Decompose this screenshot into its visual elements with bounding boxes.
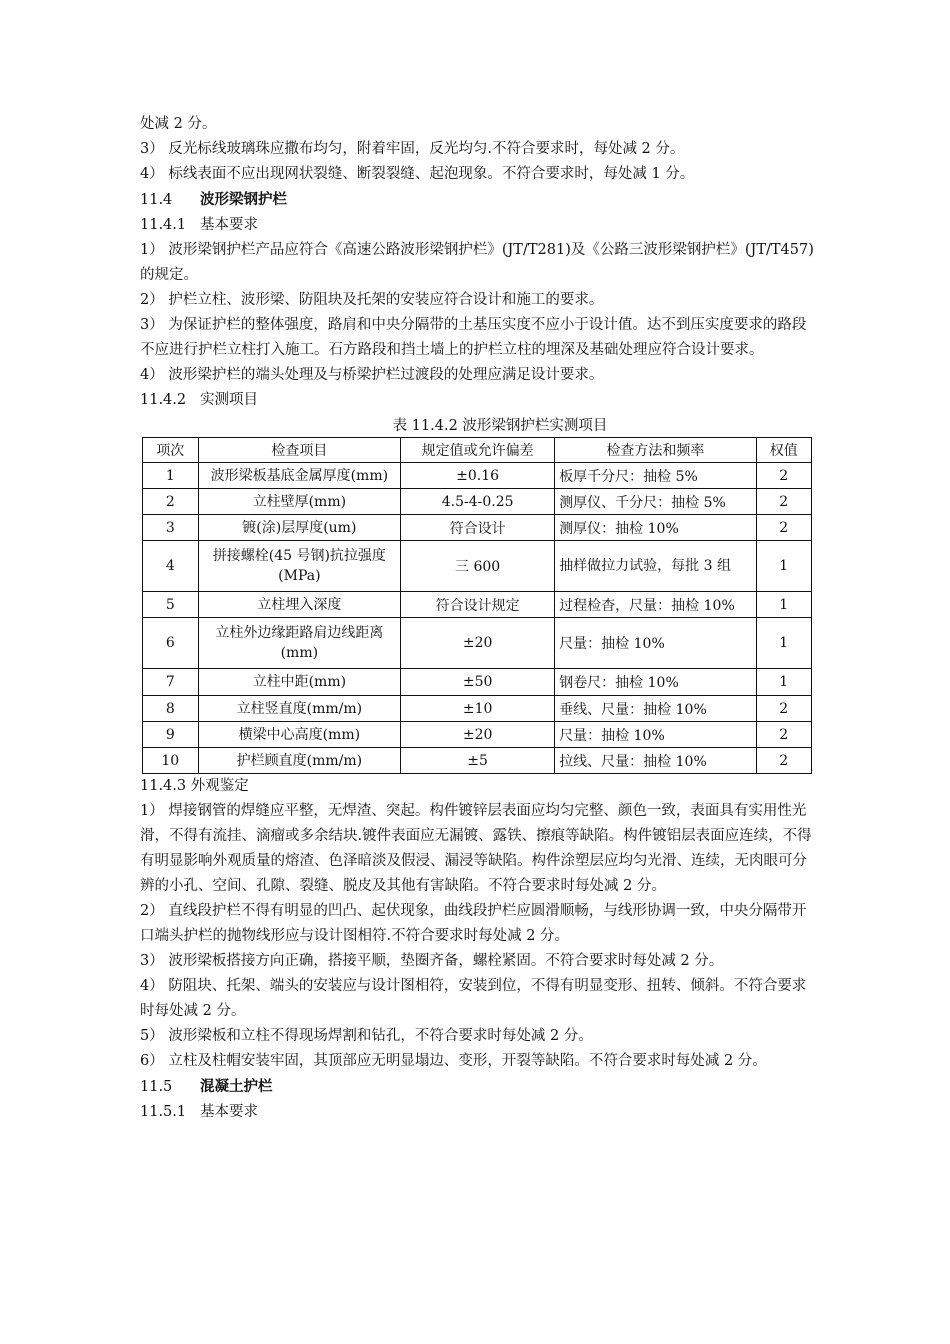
cell-index: 4 [143,541,199,592]
cell-tolerance: ±0.16 [401,463,555,489]
cell-index: 3 [143,515,199,541]
table-row [143,722,812,748]
cell-index: 7 [143,669,199,696]
section-heading-11-4-1 [140,213,820,238]
text-line: 4） 标线表面不应出现网状裂缝、断裂裂缝、起泡现象。不符合要求时，每处减 1 分。 [140,166,695,182]
section-number: 11.4.2 [140,392,187,408]
cell-weight: 2 [756,696,811,722]
paragraph: 2） 护栏立柱、波形梁、防阻块及托架的安装应符合设计和施工的要求。 [140,292,604,308]
cell-tolerance: ±10 [401,696,555,722]
cell-method: 测厚仪、千分尺：抽检 5% [555,489,756,515]
cell-index: 8 [143,696,199,722]
inspection-table [142,437,812,774]
section-heading-11-5 [140,1074,820,1100]
section-number: 11.4.1 [140,217,187,233]
section-title: 实测项目 [200,392,258,408]
paragraph: 1） 焊接钢管的焊缝应平整，无焊渣、突起。构件镀锌层表面应均匀完整、颜色一致，表面具有实用性光滑，不得有流挂、滴瘤或多余结块.镀件表面应无漏镀、露铁、擦痕等缺陷。构件镀铝层表面应连续，不得有明显影响外观质量的熔渣、色泽暗淡及假浸、漏浸等缺陷。构件涂塑层应均匀光滑、连续，无肉眼可分辨的小孔、空间、孔隙、裂缝、脱皮及其他有害缺陷。不符合要求时每处减 2 分。 [140,803,812,894]
cell-method: 尺量：抽检 10% [555,618,756,669]
table-row [143,592,812,618]
table-row [143,541,812,592]
text-line: 处减 2 分。 [140,116,217,132]
cell-weight: 2 [756,722,811,748]
cell-item: 立柱壁厚(mm) [198,489,400,515]
cell-index: 9 [143,722,199,748]
col-header: 检查方法和频率 [555,438,756,463]
paragraph: 3） 为保证护栏的整体强度，路肩和中央分隔带的土基压实度不应小于设计值。达不到压实度要求的路段不应进行护栏立柱打入施工。石方路段和挡土墙上的护栏立柱的埋深及基础处理应符合设计要求。 [140,317,807,358]
section-title: 基本要求 [200,1104,258,1120]
cell-tolerance: ±20 [401,618,555,669]
table-row [143,669,812,696]
col-header: 检查项目 [198,438,400,463]
table-row [143,618,812,669]
cell-method: 拉线、尺量：抽检 10% [555,748,756,774]
section-title: 基本要求 [200,217,258,233]
cell-index: 6 [143,618,199,669]
col-header: 权值 [756,438,811,463]
cell-tolerance: 符合设计规定 [401,592,555,618]
cell-index: 1 [143,463,199,489]
table-header-row [143,438,812,463]
table-row [143,515,812,541]
cell-weight: 1 [756,541,811,592]
cell-weight: 2 [756,463,811,489]
paragraph: 4） 波形梁护栏的端头处理及与桥梁护栏过渡段的处理应满足设计要求。 [140,367,604,383]
cell-item: 护栏顾直度(mm/m) [198,748,400,774]
section-number: 11.4 [140,192,173,208]
cell-item: 立柱中距(mm) [198,669,400,696]
table-row [143,696,812,722]
cell-method: 垂线、尺量：抽检 10% [555,696,756,722]
cell-index: 2 [143,489,199,515]
cell-item: 波形梁板基底金属厚度(mm) [198,463,400,489]
cell-item: 横梁中心高度(mm) [198,722,400,748]
cell-method: 板厚千分尺：抽检 5% [555,463,756,489]
cell-weight: 2 [756,515,811,541]
paragraph: 5） 波形梁板和立柱不得现场焊割和钻孔，不符合要求时每处减 2 分。 [140,1028,593,1044]
cell-weight: 2 [756,489,811,515]
paragraph: 3） 波形梁板搭接方向正确，搭接平顺，垫圈齐备，螺栓紧固。不符合要求时每处减 2 分。 [140,953,724,969]
paragraph: 2） 直线段护栏不得有明显的凹凸、起伏现象，曲线段护栏应圆滑顺畅，与线形协调一致，中央分隔带开口端头护栏的抛物线形应与设计图相符.不符合要求时每处减 2 分。 [140,903,807,944]
cell-item: 镀(涂)层厚度(um) [198,515,400,541]
cell-method: 尺量：抽检 10% [555,722,756,748]
cell-method: 抽样做拉力试验，每批 3 组 [555,541,756,592]
col-header: 规定值或允许偏差 [401,438,555,463]
section-number: 11.5 [140,1079,173,1095]
section-title: 混凝土护栏 [200,1078,273,1095]
section-title: 波形梁钢护栏 [200,191,287,208]
cell-item: 立柱埋入深度 [198,592,400,618]
paragraph: 4） 防阻块、托架、端头的安装应与设计图相符，安装到位，不得有明显变形、扭转、倾斜。不符合要求时每处减 2 分。 [140,978,807,1019]
cell-index: 5 [143,592,199,618]
cell-weight: 2 [756,748,811,774]
table-row [143,463,812,489]
section-heading-11-4-2 [140,388,820,413]
cell-method: 过程检杳，尺量：抽检 10% [555,592,756,618]
paragraph: 6） 立柱及柱帽安装牢固，其顶部应无明显塌边、变形，开裂等缺陷。不符合要求时每处减 2 分。 [140,1053,767,1069]
cell-method: 钢卷尺：抽检 10% [555,669,756,696]
cell-tolerance: 4.5-4-0.25 [401,489,555,515]
cell-tolerance: ±5 [401,748,555,774]
document-page [140,112,820,1125]
cell-weight: 1 [756,592,811,618]
cell-tolerance: ±20 [401,722,555,748]
cell-tolerance: 符合设计 [401,515,555,541]
cell-weight: 1 [756,618,811,669]
cell-method: 测厚仪：抽检 10% [555,515,756,541]
cell-index: 10 [143,748,199,774]
cell-tolerance: ±50 [401,669,555,696]
section-heading-11-4 [140,187,820,213]
section-heading-11-4-3: 11.4.3 外观鉴定 [140,778,249,794]
cell-item: 立柱外边缘距路肩边线距离(mm) [198,618,400,669]
paragraph: 1） 波形梁钢护栏产品应符合《高速公路波形梁钢护栏》(JT/T281)及《公路三波形梁钢护栏》(JT/T457)的规定。 [140,242,814,283]
cell-weight: 1 [756,669,811,696]
cell-tolerance: 三 600 [401,541,555,592]
cell-item: 拼接螺栓(45 号钢)抗拉强度(MPa) [198,541,400,592]
section-number: 11.5.1 [140,1104,187,1120]
table-row [143,489,812,515]
table-row [143,748,812,774]
cell-item: 立柱竖直度(mm/m) [198,696,400,722]
text-line: 3） 反光标线玻璃珠应撒布均匀，附着牢固，反光均匀.不符合要求时，每处减 2 分。 [140,141,685,157]
table-caption: 表 11.4.2 波形梁钢护栏实测项目 [392,418,608,434]
col-header: 项次 [143,438,199,463]
section-heading-11-5-1 [140,1100,820,1125]
